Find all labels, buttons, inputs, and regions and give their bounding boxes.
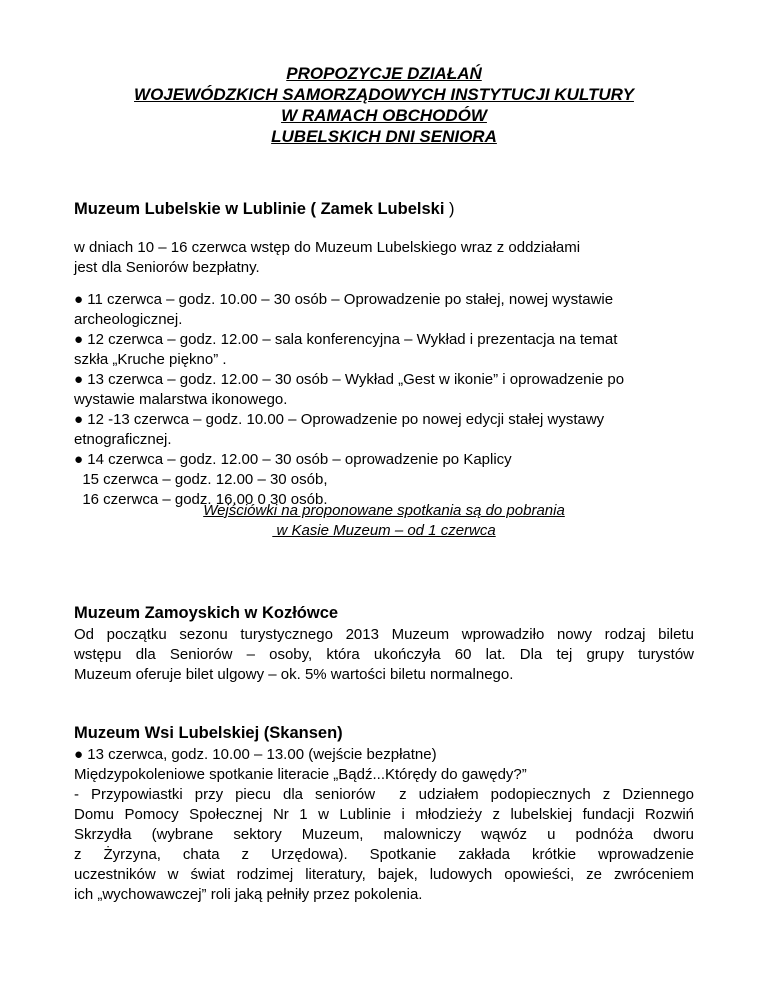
- list-item: 16 czerwca – godz. 16.00 0 30 osób.: [74, 491, 328, 508]
- paragraph-line: uczestników w świat rodzimej literatury, bajek, ludowych opowieści, ze zwróceniem: [74, 866, 694, 883]
- section-intro: [74, 238, 580, 278]
- section-paragraph: [74, 745, 694, 905]
- list-item: etnograficznej.: [74, 431, 172, 448]
- paragraph-line: ● 13 czerwca, godz. 10.00 – 13.00 (wejście bezpłatne): [74, 746, 437, 763]
- paragraph-line: Muzeum oferuje bilet ulgowy – ok. 5% wartości biletu normalnego.: [74, 666, 514, 683]
- section-heading-muzeum-wsi: [74, 723, 343, 743]
- list-item: 15 czerwca – godz. 12.00 – 30 osób,: [74, 471, 328, 488]
- paragraph-line: jest dla Seniorów bezpłatny.: [74, 259, 260, 276]
- title-line: LUBELSKICH DNI SENIORA: [271, 127, 497, 146]
- section-heading-muzeum-lubelskie: [74, 199, 455, 219]
- list-item: archeologicznej.: [74, 311, 183, 328]
- paragraph-line: w dniach 10 – 16 czerwca wstęp do Muzeum Lubelskiego wraz z oddziałami: [74, 239, 581, 256]
- list-item: szkła „Kruche piękno” .: [74, 351, 227, 368]
- section-paragraph: [74, 625, 694, 685]
- paragraph-line: Międzypokoleniowe spotkanie literacie „Bądź...Którędy do gawędy?”: [74, 766, 527, 783]
- document-title: [0, 63, 768, 147]
- list-item: ● 12 czerwca – godz. 12.00 – sala konferencyjna – Wykład i prezentacja na temat: [74, 331, 618, 348]
- list-item: ● 12 -13 czerwca – godz. 10.00 – Oprowadzenie po nowej edycji stałej wystawy: [74, 411, 605, 428]
- title-line: WOJEWÓDZKICH SAMORZĄDOWYCH INSTYTUCJI KULTURY: [134, 85, 634, 104]
- paragraph-line: z Żyrzyna, chata z Urzędowa). Spotkanie zakłada krótkie wprowadzenie: [74, 846, 694, 863]
- event-list: [74, 290, 624, 510]
- section-heading-muzeum-zamoyskich: [74, 603, 338, 623]
- list-item: wystawie malarstwa ikonowego.: [74, 391, 288, 408]
- ticket-note: [0, 501, 768, 541]
- paragraph-line: Od początku sezonu turystycznego 2013 Muzeum wprowadziło nowy rodzaj biletu: [74, 626, 694, 643]
- heading-text: Muzeum Zamoyskich w Kozłówce: [74, 604, 339, 622]
- paragraph-line: - Przypowiastki przy piecu dla seniorów z udziałem podopiecznych z Dziennego: [74, 786, 694, 803]
- title-line: W RAMACH OBCHODÓW: [281, 106, 487, 125]
- note-line: Wejściówki na proponowane spotkania są do pobrania: [203, 502, 565, 519]
- paragraph-line: Domu Pomocy Społecznej Nr 1 w Lublinie i młodzieży z lubelskiej fundacji Rozwiń: [74, 806, 694, 823]
- list-item: ● 11 czerwca – godz. 10.00 – 30 osób – Oprowadzenie po stałej, nowej wystawie: [74, 291, 614, 308]
- paragraph-line: Skrzydła (wybrane sektory Muzeum, malowniczy wąwóz u podnóża dworu: [74, 826, 694, 843]
- heading-text: Muzeum Wsi Lubelskiej (Skansen): [74, 724, 343, 742]
- heading-paren: ): [444, 200, 455, 218]
- heading-text: Muzeum Lubelskie w Lublinie ( Zamek Lubelski: [74, 200, 445, 218]
- paragraph-line: ich „wychowawczej” roli jaką pełniły przez pokolenia.: [74, 886, 423, 903]
- note-line: w Kasie Muzeum – od 1 czerwca: [272, 522, 496, 539]
- paragraph-line: wstępu dla Seniorów – osoby, która ukończyła 60 lat. Dla tej grupy turystów: [74, 646, 694, 663]
- list-item: ● 14 czerwca – godz. 12.00 – 30 osób – oprowadzenie po Kaplicy: [74, 451, 512, 468]
- list-item: ● 13 czerwca – godz. 12.00 – 30 osób – Wykład „Gest w ikonie” i oprowadzenie po: [74, 371, 625, 388]
- title-line: PROPOZYCJE DZIAŁAŃ: [286, 64, 482, 83]
